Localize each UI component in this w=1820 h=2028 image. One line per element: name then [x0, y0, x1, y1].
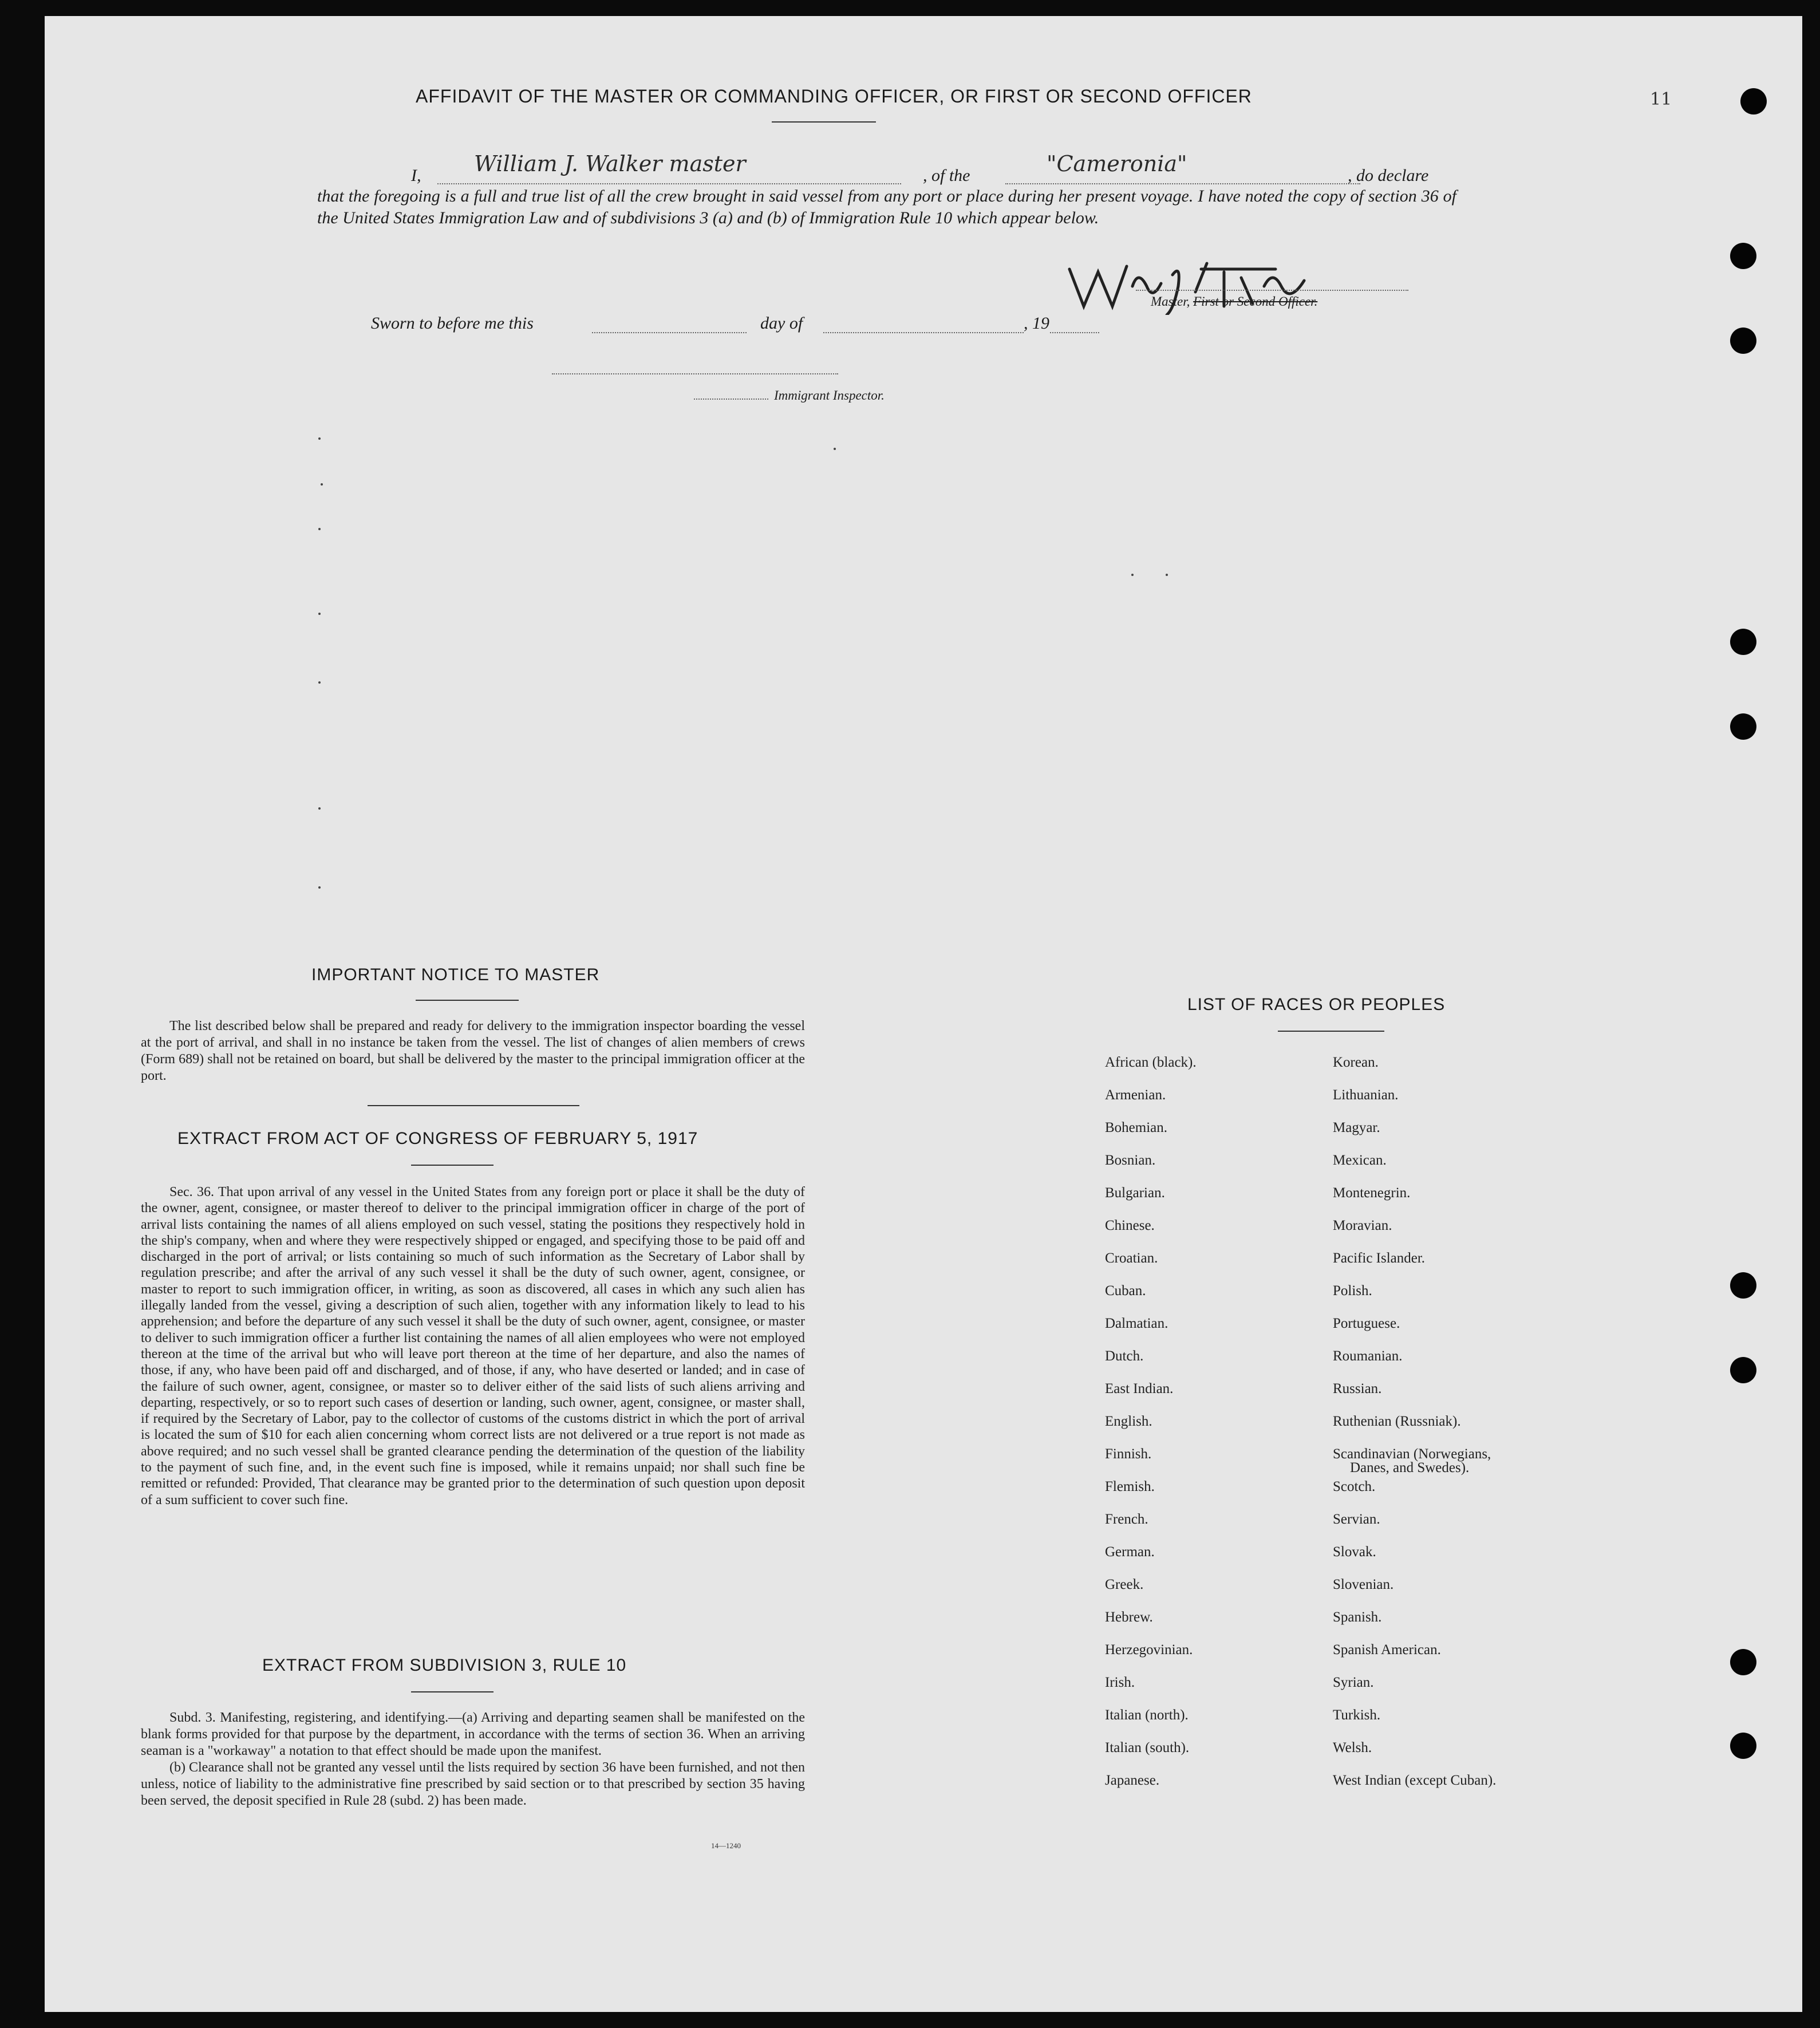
signature-line	[1136, 290, 1408, 291]
act-extract-paragraph: Sec. 36. That upon arrival of any vessel in the United States from any foreign port or place it shall be the duty of the owner, agent, consignee, or master thereof to deliver to the principal immigration officer in charge of the port of arrival lists containing the names of all aliens employed on such vessel, stating the positions they respectively hold in the ship's company, when and where they were respectively shipped or engaged, and specifying those to be paid off and discharged in the port of arrival; or lists containing so much of such information as the Secretary of Labor shall by regulation prescribe; and after the arrival of any such vessel it shall be the duty of such owner, agent, consignee, or master to report to such immigration officer, in writing, as soon as discovered, all cases in which any such alien has illegally landed from the vessel, giving a description of such alien, together with any information likely to lead to his apprehension; and before the departure of any such vessel it shall be the duty of such owner, agent, consignee, or master to deliver to such immigration officer a further list containing the names of all alien employees who were not employed thereon at the time of the arrival but who will leave port thereon at the time of her departure, and also the names of those, if any, who have been paid off and discharged, and of those, if any, who have deserted or landed; and in case of the failure of such owner, agent, consignee, or master so to deliver either of the said lists of such aliens arriving and departing, respectively, or so to report such cases of desertion or landing, such owner, agent, consignee, or master shall, if required by the Secretary of Labor, pay to the collector of customs of the customs district in which the port of arrival is located the sum of $10 for each alien concerning whom correct lists are not delivered or a true report is not made as above required; and no such vessel shall be granted clearance pending the determination of the question of the liability to the payment of such fine, and, in the event such fine is imposed, while it remains unpaid; nor shall such fine be remitted or refunded: Provided, That clearance may be granted prior to the determination of such question upon deposit of a sum sufficient to cover such fine.	[141, 1185, 805, 1508]
punch-hole	[1730, 243, 1756, 269]
race-item: Italian (north).	[1105, 1707, 1189, 1723]
race-item: Bosnian.	[1105, 1153, 1156, 1168]
scan-speck	[834, 448, 836, 450]
race-item: Portuguese.	[1333, 1316, 1400, 1331]
punch-hole	[1730, 1272, 1756, 1299]
race-item: English.	[1105, 1414, 1152, 1429]
scan-speck	[1131, 574, 1134, 576]
punch-hole	[1730, 713, 1756, 740]
race-item: African (black).	[1105, 1055, 1197, 1070]
race-item: Servian.	[1333, 1512, 1380, 1527]
scan-speck	[318, 807, 321, 810]
notice-separator	[368, 1105, 579, 1106]
sworn-day-line	[592, 332, 747, 333]
race-item: Lithuanian.	[1333, 1087, 1399, 1103]
race-item: Armenian.	[1105, 1087, 1166, 1103]
race-item: Magyar.	[1333, 1120, 1380, 1135]
race-item: Scotch.	[1333, 1479, 1376, 1494]
sworn-label: Sworn to before me this	[371, 314, 534, 333]
inspector-short-line	[694, 399, 768, 400]
sworn-line	[371, 314, 1172, 342]
race-item: Greek.	[1105, 1577, 1144, 1592]
scan-speck	[318, 613, 321, 615]
race-item: Bulgarian.	[1105, 1185, 1165, 1201]
do-declare-label: , do declare	[1348, 166, 1429, 185]
race-item: Welsh.	[1333, 1740, 1372, 1755]
race-item: French.	[1105, 1512, 1148, 1527]
document-page	[45, 16, 1802, 2012]
race-item: Cuban.	[1105, 1283, 1146, 1299]
race-item: German.	[1105, 1544, 1155, 1560]
scan-speck	[1166, 574, 1168, 576]
vessel-field-line	[1005, 183, 1360, 184]
race-item: Dutch.	[1105, 1348, 1144, 1364]
race-item: Chinese.	[1105, 1218, 1155, 1233]
sworn-year-line	[1050, 332, 1099, 333]
affidavit-statement: that the foregoing is a full and true list of all the crew brought in said vessel from any port or place during her present voyage. I have noted the copy of section 36 of the United States Immigration Law and of subdivisions 3 (a) and (b) of Immigration Rule 10 which appear below.	[317, 187, 1456, 227]
race-item: Croatian.	[1105, 1250, 1158, 1266]
race-item: Slovenian.	[1333, 1577, 1394, 1592]
races-title: LIST OF RACES OR PEOPLES	[1187, 995, 1446, 1014]
affidavit-pronoun: I,	[411, 166, 421, 185]
of-the-label: , of the	[923, 166, 970, 185]
act-extract-title: EXTRACT FROM ACT OF CONGRESS OF FEBRUARY 5, 1917	[177, 1129, 698, 1148]
role-struck-label: First or Second Officer.	[1193, 294, 1318, 309]
race-item: Moravian.	[1333, 1218, 1392, 1233]
page-mark: 11	[1650, 89, 1672, 109]
races-column-2	[1333, 1055, 1496, 1805]
punch-hole	[1730, 629, 1756, 655]
race-item: Pacific Islander.	[1333, 1250, 1426, 1266]
notice-title: IMPORTANT NOTICE TO MASTER	[311, 965, 600, 984]
race-item: Italian (south).	[1105, 1740, 1190, 1755]
race-item: Polish.	[1333, 1283, 1372, 1299]
race-item: Hebrew.	[1105, 1609, 1153, 1625]
race-item: Korean.	[1333, 1055, 1379, 1070]
race-item: Irish.	[1105, 1675, 1135, 1690]
race-item: Russian.	[1333, 1381, 1382, 1396]
scan-speck	[318, 886, 321, 889]
race-item	[1333, 1446, 1496, 1479]
act-extract-text	[141, 1184, 805, 1508]
scan-speck	[318, 528, 321, 530]
rule-extract-text	[141, 1710, 805, 1809]
act-extract-rule	[411, 1165, 494, 1166]
punch-hole	[1730, 1357, 1756, 1383]
race-item: Roumanian.	[1333, 1348, 1403, 1364]
inspector-label: Immigrant Inspector.	[774, 388, 885, 403]
year-label: , 19	[1024, 314, 1049, 333]
race-item-label: Scandinavian (Norwegians,	[1333, 1446, 1491, 1462]
race-item: Finnish.	[1105, 1446, 1152, 1462]
affidavit-declaration-line	[371, 151, 1453, 186]
vessel-name-handwritten: "Cameronia"	[1047, 151, 1187, 176]
race-item: Montenegrin.	[1333, 1185, 1411, 1201]
races-column-1	[1105, 1055, 1197, 1805]
races-title-rule	[1278, 1031, 1384, 1032]
name-field-line	[437, 183, 901, 184]
race-item: Slovak.	[1333, 1544, 1376, 1560]
rule-extract-paragraph-a: Subd. 3. Manifesting, registering, and identifying.—(a) Arriving and departing seamen shall be manifested on the blank forms provided for that purpose by the department, in accordance with the terms of section 36. When an arriving seaman is a "workaway" a notation to that effect should be made upon the manifest.	[141, 1710, 805, 1758]
race-item: Spanish American.	[1333, 1642, 1441, 1658]
punch-hole	[1730, 1649, 1756, 1675]
race-item: East Indian.	[1105, 1381, 1174, 1396]
inspector-signature-line	[552, 373, 838, 374]
race-item: West Indian (except Cuban).	[1333, 1773, 1497, 1788]
punch-hole	[1730, 328, 1756, 354]
rule-extract-title: EXTRACT FROM SUBDIVISION 3, RULE 10	[262, 1656, 627, 1675]
race-item-continuation: Danes, and Swedes).	[1350, 1460, 1470, 1475]
rule-extract-paragraph-b: (b) Clearance shall not be granted any vessel until the lists required by section 36 have been furnished, and not then unless, notice of liability to the administrative fine prescribed by said section or to that prescribed by section 35 having been served, the deposit specified in Rule 28 (subd. 2) has been made.	[141, 1760, 805, 1808]
affidavit-title: AFFIDAVIT OF THE MASTER OR COMMANDING OFFICER, OR FIRST OR SECOND OFFICER	[416, 86, 1252, 106]
notice-text	[141, 1018, 805, 1084]
scan-speck	[318, 681, 321, 684]
affidavit-title-rule	[772, 121, 876, 123]
race-item: Japanese.	[1105, 1773, 1160, 1788]
role-master-label: Master,	[1151, 294, 1190, 309]
race-item: Bohemian.	[1105, 1120, 1168, 1135]
race-item: Ruthenian (Russniak).	[1333, 1414, 1461, 1429]
race-item: Dalmatian.	[1105, 1316, 1168, 1331]
master-name-handwritten: William J. Walker master	[474, 151, 746, 176]
race-item: Mexican.	[1333, 1153, 1387, 1168]
race-item: Syrian.	[1333, 1675, 1374, 1690]
race-item: Herzegovinian.	[1105, 1642, 1193, 1658]
sworn-month-line	[823, 332, 1024, 333]
notice-title-rule	[416, 1000, 519, 1001]
punch-hole	[1730, 1733, 1756, 1759]
punch-hole	[1740, 88, 1767, 115]
signature-role	[1151, 294, 1317, 309]
form-number: 14—1240	[711, 1841, 741, 1850]
rule-extract-rule	[411, 1691, 494, 1692]
scan-speck	[318, 437, 321, 440]
day-of-label: day of	[760, 314, 803, 333]
scan-speck	[321, 483, 323, 486]
race-item: Turkish.	[1333, 1707, 1381, 1723]
notice-paragraph: The list described below shall be prepared and ready for delivery to the immigration inspector boarding the vessel at the port of arrival, and shall in no instance be taken from the vessel. The list of changes of alien members of crews (Form 689) shall not be retained on board, but shall be delivered by the master to the principal immigration officer at the port.	[141, 1019, 805, 1083]
race-item: Spanish.	[1333, 1609, 1382, 1625]
race-item: Flemish.	[1105, 1479, 1155, 1494]
